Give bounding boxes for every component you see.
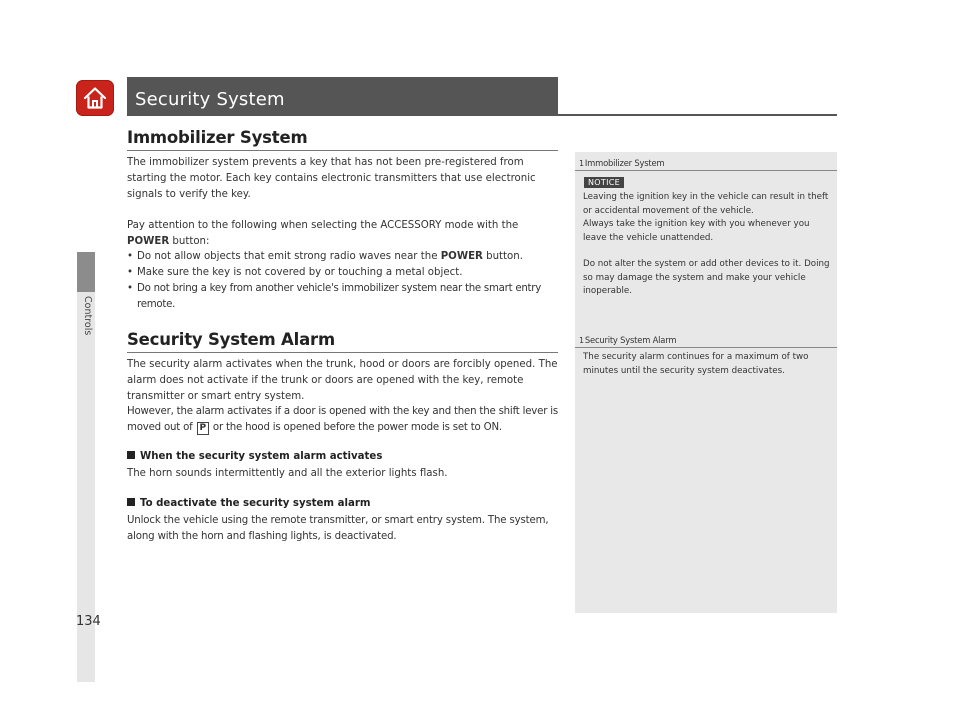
bullet-item: • Make sure the key is not covered by or touching a metal object.: [127, 265, 559, 281]
immobilizer-intro: The immobilizer system prevents a key that has not been pre-registered from starting the motor. Each key contains electronic transmitters that use electronic signals to verify the key.: [127, 157, 536, 200]
section-heading-alarm: Security System Alarm: [127, 330, 335, 349]
deactivate-text: Unlock the vehicle using the remote transmitter, or smart entry system. The system, along with the horn and flashing lights, is deactivated.: [127, 515, 549, 542]
chapter-title-rule: [127, 114, 837, 116]
chapter-title: Security System: [135, 89, 285, 110]
note-text-immobilizer: Leaving the ignition key in the vehicle can result in theft or accidental movement of the vehicle. Always take the ignition key with you whenever you leave the vehicle unattended. Do not alter the system or add other devices to it. Doing so may damage the system and make your vehicle inoperable.: [583, 192, 830, 296]
alarm-para-1: The security alarm activates when the trunk, hood or doors are forcibly opened. The alarm does not activate if the trunk or doors are opened with the key, remote transmitter or smart entry system.: [127, 359, 558, 402]
bullet-item: • Do not bring a key from another vehicle's immobilizer system near the smart entry remote.: [127, 281, 559, 313]
attention-suffix: button:: [169, 235, 210, 247]
section-heading-immobilizer: Immobilizer System: [127, 128, 308, 147]
square-bullet-icon: [127, 498, 135, 506]
subheading-activates: When the security system alarm activates: [127, 451, 382, 462]
attention-power: POWER: [127, 235, 170, 247]
gear-p-symbol: P: [197, 422, 209, 435]
side-tab-marker[interactable]: [77, 252, 95, 292]
page-number: 134: [76, 614, 101, 629]
home-button[interactable]: [76, 80, 114, 116]
bullet-item: • Do not allow objects that emit strong radio waves near the POWER button.: [127, 249, 559, 265]
section-rule-alarm: [127, 352, 558, 353]
immobilizer-attention: [127, 218, 559, 250]
subheading-deactivate: To deactivate the security system alarm: [127, 498, 370, 509]
note-mark-icon: 1: [579, 159, 584, 168]
note-heading-alarm: 1Security System Alarm: [579, 335, 677, 345]
note-text-alarm: The security alarm continues for a maximum of two minutes until the security system deactivates.: [583, 352, 809, 376]
note-heading-immobilizer: 1Immobilizer System: [579, 158, 665, 168]
side-tab-label: Controls: [82, 296, 93, 336]
attention-prefix: Pay attention to the following when selecting the ACCESSORY mode with the: [127, 220, 519, 231]
section-rule-immobilizer: [127, 150, 558, 151]
activates-text: The horn sounds intermittently and all the exterior lights flash.: [127, 468, 448, 479]
note-rule-immobilizer: [575, 170, 837, 171]
immobilizer-bullet-list: [127, 249, 559, 313]
home-icon: [82, 85, 108, 111]
alarm-para-2: However, the alarm activates if a door is opened with the key and then the shift lever is moved out of P or the hood is opened before the power mode is set to ON.: [127, 406, 558, 433]
note-mark-icon: 1: [579, 336, 584, 345]
chapter-title-band: [127, 77, 558, 114]
note-rule-alarm: [575, 347, 837, 348]
square-bullet-icon: [127, 451, 135, 459]
notice-badge: NOTICE: [584, 177, 624, 188]
